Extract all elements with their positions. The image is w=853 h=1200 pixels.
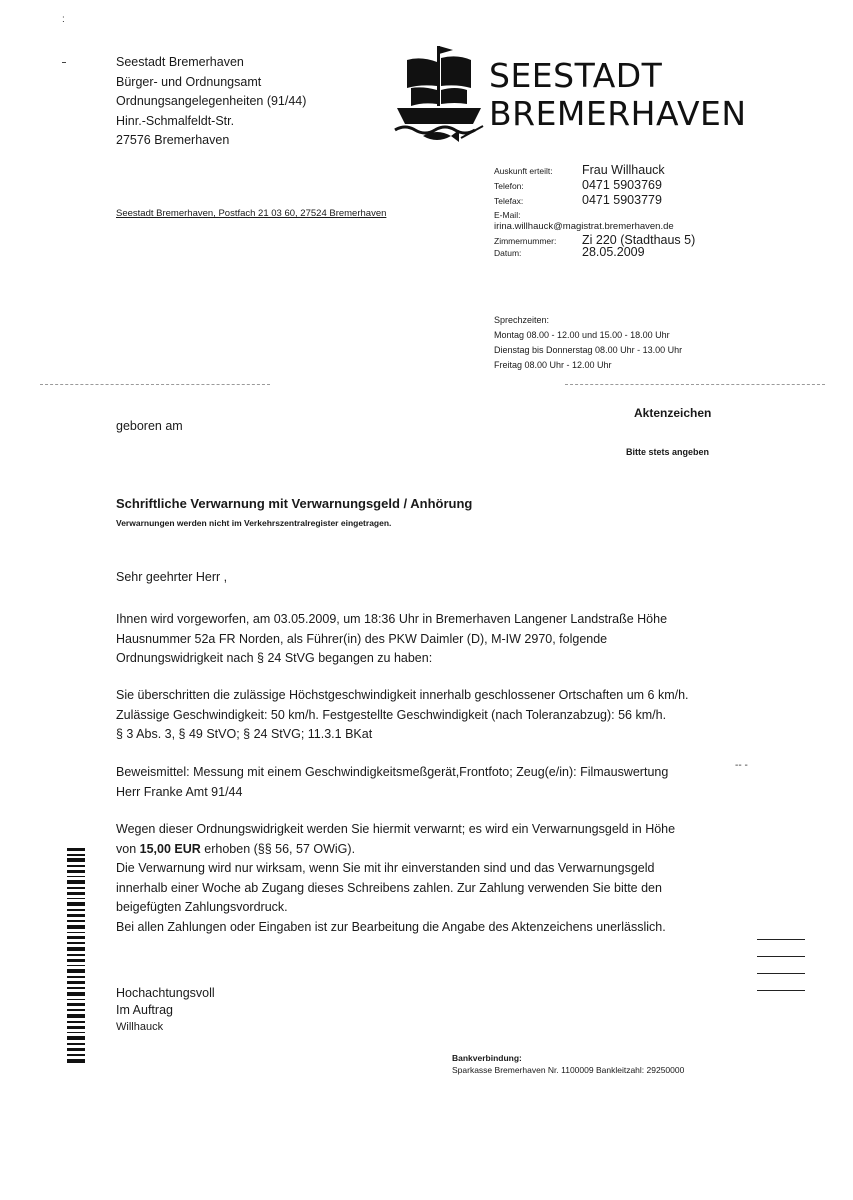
scan-mark: -- - [735,760,748,771]
city-logo [393,44,753,149]
fold-marks [757,939,805,1007]
contact-row [494,193,695,208]
subject-note: Verwarnungen werden nicht im Verkehrszentralregister eingetragen. [116,518,392,528]
office-hours [494,313,682,373]
ship-logo-icon [393,44,485,149]
email-label: E-Mail: [494,210,521,220]
paragraph-line: beigefügten Zahlungsvordruck. [116,900,288,914]
bank-title: Bankverbindung: [452,1053,522,1063]
paragraph-line: Zulässige Geschwindigkeit: 50 km/h. Festgestellte Geschwindigkeit (nach Toleranzabzug): 56 km/h. [116,707,667,722]
contact-label: Auskunft erteilt: [494,166,553,176]
sender-line: Bürger- und Ordnungsamt [116,74,262,89]
fold-mark [757,973,805,974]
paragraph-line: Beweismittel: Messung mit einem Geschwindigkeitsmeßgerät,Frontfoto; Zeug(e/in): Filmauswertung [116,765,669,779]
fold-line [565,384,825,386]
bank-details [452,1052,684,1076]
reference-hint: Bitte stets angeben [626,447,710,457]
contact-row [494,163,695,178]
paragraph-line: Ordnungswidrigkeit nach § 24 StVG begangen zu haben: [116,651,433,665]
paragraph-line: Bei allen Zahlungen oder Eingaben ist zur Bearbeitung die Angabe des Aktenzeichens unerlässlich. [116,919,666,934]
logo-word-bremerhaven: BREMERHAVEN [489,94,747,133]
fine-amount: 15,00 EUR [139,841,201,856]
return-address: Seestadt Bremerhaven, Postfach 21 03 60, 27524 Bremerhaven [116,208,387,219]
contact-label: Telefon: [494,181,524,191]
sender-line: Ordnungsangelegenheiten (91/44) [116,94,307,108]
paragraph-line: § 3 Abs. 3, § 49 StVO; § 24 StVG; 11.3.1 BKat [116,727,373,741]
closing [116,985,215,1036]
salutation: Sehr geehrter Herr , [116,570,228,584]
amount-suffix: erhoben (§§ 56, 57 OWiG). [200,841,356,856]
date-label: Datum: [494,248,522,258]
paragraph-line: Ihnen wird vorgeworfen, am 03.05.2009, um 18:36 Uhr in Bremerhaven Langener Landstraße Höhe [116,612,668,626]
sender-line: Hinr.-Schmalfeldt-Str. [116,113,235,128]
fold-mark [757,990,805,991]
scan-mark: : [62,14,65,25]
contact-value: 0471 5903779 [582,193,662,207]
amount-prefix: von [116,841,140,856]
room-label: Zimmernummer: [494,236,557,246]
letter-subject: Schriftliche Verwarnung mit Verwarnungsgeld / Anhörung [116,496,473,511]
closing-line: Im Auftrag [116,1003,173,1017]
paragraph-accusation [116,610,667,669]
closing-line: Hochachtungsvoll [116,986,215,1000]
office-hours-line: Freitag 08.00 Uhr - 12.00 Uhr [494,360,612,370]
scan-mark [62,62,66,63]
fold-mark [757,939,805,940]
contact-info [494,163,695,260]
reference-label: Aktenzeichen [634,406,712,420]
contact-value: Frau Willhauck [582,163,665,177]
sender-line: Seestadt Bremerhaven [116,55,244,69]
fold-line [40,384,270,386]
signature: Willhauck [116,1021,164,1033]
paragraph-offense [116,686,689,745]
paragraph-line: innerhalb einer Woche ab Zugang dieses Schreibens zahlen. Zur Zahlung verwenden Sie bitte den [116,880,662,895]
office-hours-line: Dienstag bis Donnerstag 08.00 Uhr - 13.00 Uhr [494,345,683,355]
paragraph-line: Herr Franke Amt 91/44 [116,784,243,799]
barcode-icon [67,848,85,1066]
bank-line: Sparkasse Bremerhaven Nr. 1100009 Bankleitzahl: 29250000 [452,1065,685,1075]
paragraph-line: Die Verwarnung wird nur wirksam, wenn Sie mit ihr einverstanden sind und das Verwarnungsgeld [116,861,655,875]
contact-value: 0471 5903769 [582,178,662,192]
paragraph-warning [116,820,675,937]
birth-date-label: geboren am [116,419,183,433]
fold-mark [757,956,805,957]
paragraph-line: Wegen dieser Ordnungswidrigkeit werden Sie hiermit verwarnt; es wird ein Verwarnungsgeld in Höhe [116,822,676,836]
paragraph-line: Sie überschritten die zulässige Höchstgeschwindigkeit innerhalb geschlossener Ortschaften um 6 km/h. [116,688,689,702]
paragraph-evidence [116,763,668,802]
sender-line: 27576 Bremerhaven [116,133,230,147]
office-hours-title: Sprechzeiten: [494,315,550,325]
sender-address [116,53,306,151]
logo-word-seestadt: SEESTADT [489,56,663,95]
date-value: 28.05.2009 [582,245,645,259]
room-value: Zi 220 (Stadthaus 5) [582,233,696,247]
email-address: irina.willhauck@magistrat.bremerhaven.de [494,221,674,232]
contact-row [494,178,695,193]
paragraph-line-amount [116,840,675,860]
paragraph-line: Hausnummer 52a FR Norden, als Führer(in) des PKW Daimler (D), M-IW 2970, folgende [116,631,608,646]
contact-label: Telefax: [494,196,524,206]
office-hours-line: Montag 08.00 - 12.00 und 15.00 - 18.00 Uhr [494,330,670,340]
